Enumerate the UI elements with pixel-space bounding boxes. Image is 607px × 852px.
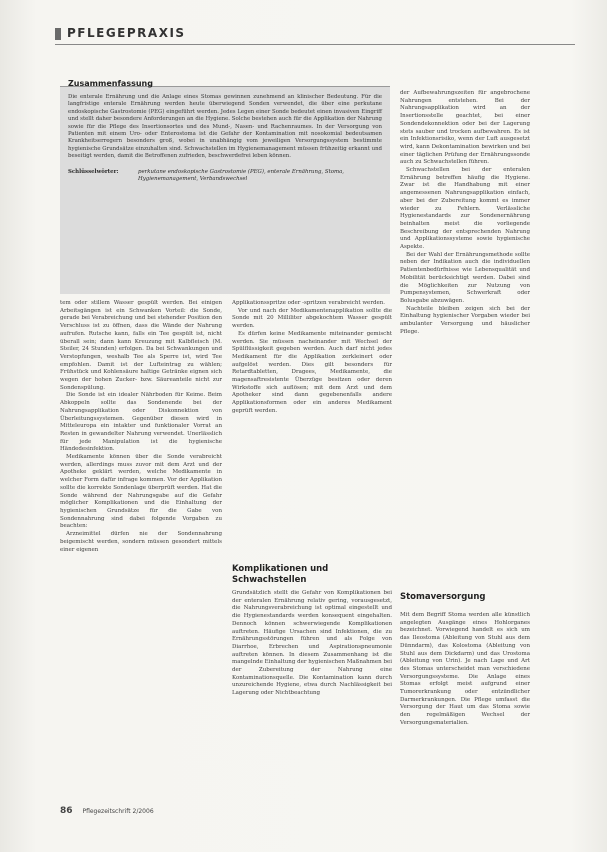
paragraph: Arzneimittel dürfen nie der Sondennahrung beigemischt werden, sondern müssen gesondert mittels einer eigenen <box>60 531 222 553</box>
section-marker-icon <box>55 28 61 40</box>
paragraph: Nachteile bleiben zeigen sich bei der Einhaltung hygienischer Vorgaben wieder bei ambulanter Versorgung und häuslicher Pflege. <box>400 305 530 335</box>
paragraph: Schwachstellen bei der enteralen Ernährung betreffen häufig die Hygiene. Zwar ist die Handhabung mit einer angemessenen Nahrungsapplikation einfach, aber bei der Zubereitung kommt es immer wieder zu Fehlern. Verlässliche Hygienestandards zur Sondenernährung beinhalten meist die vorliegende Beschreibung der entsprechenden Nahrung und Applikationssysteme sowie hygienische Aspekte. <box>400 167 530 251</box>
section-heading-stomaversorgung: Stomaversorgung <box>400 592 486 602</box>
keywords-value: perkutane endoskopische Gastrostomie (PEG), enterale Ernährung, Stoma, Hygienemanagement, Verbandswechsel <box>138 168 345 183</box>
section-heading-komplikationen: Komplikationen und Schwachstellen <box>232 564 329 585</box>
column-middle-lower <box>232 590 392 698</box>
keywords-label: Schlüsselwörter: <box>68 168 119 175</box>
abstract-text: Die enterale Ernährung und die Anlage eines Stomas gewinnen zunehmend an klinischer Bedeutung. Für die langfristige enterale Ernährung werden heute überwiegend Sonden verwendet, die über eine perkutane endoskopische Gastrostomie (PEG) eingeführt werden. Jedes Legen einer Sonde bedeutet einen invasiven Eingriff und stellt daher besondere Anforderungen an die Hygiene. Solche bestehen auch für die Applikation der Nahrung sowie für die Pflege des Insertionsortes und des Mund-, Nasen- und Rachenraumes. In der Versorgung von Patienten mit einem Uro- oder Enterostoma ist die Gefahr der Kontamination mit nosokomial bedeutsamen Krankheitserregern besonders groß, wobei in unabhängig vom jeweiligen Versorgungssystem bestimmte hygienische Grundsätze einzuhalten sind. Schwachstellen im Hygienemanagement müssen frühzeitig erkannt und beseitigt werden, damit die Betroffenen zufrieden, beschwerdefrei leben können. <box>68 94 382 160</box>
paragraph: Die Sonde ist ein idealer Nährboden für Keime. Beim Abkoppeln sollte das Sondenende bei der Nahrungsapplikation oder Diskonnektion von Überleitungssystemen. Gegenüber diesen wird in Mitteleuropa ein intakter und funktionaler Vorrat an Resten in gewandelter Nahrung verwendet. Unerlässlich für jede Manipulation ist die hygienische Händedesinfektion. <box>60 392 222 453</box>
abstract-heading: Zusammenfassung <box>68 79 153 88</box>
paragraph: Mit dem Begriff Stoma werden alle künstlich angelegten Ausgänge eines Hohlorganes bezeichnet. Vorwiegend handelt es sich um das Ileostoma (Ableitung von Stuhl aus dem Dünndarm), das Kolostoma (Ableitung von Stuhl aus dem Dickdarm) und das Urostoma (Ableitung von Urin). Je nach Lage und Art des Stomas unterscheidet man verschiedene Versorgungssysteme. Die Anlage eines Stomas erfolgt meist aufgrund einer Tumorerkrankung oder entzündlicher Darmerkrankungen. Die Pflege umfasst die Versorgung der Haut um das Stoma sowie den regelmäßigen Wechsel der Versorgungsmaterialien. <box>400 612 530 726</box>
keywords <box>68 169 382 184</box>
header-divider <box>55 44 575 45</box>
paragraph: Vor und nach der Medikamentenapplikation sollte die Sonde mit 20 Milliliter abgekochtem Wasser gespült werden. <box>232 307 392 330</box>
abstract-box <box>60 79 390 294</box>
column-middle <box>232 300 392 416</box>
page-footer <box>60 806 540 816</box>
paragraph: Applikationsspritze oder -spritzen verabreicht werden. <box>232 300 386 306</box>
paragraph: Bei der Wahl der Ernährungsmethode sollte neben der Indikation auch die individuellen Patientenbedürfnisse wie Lebensqualität und Mobilität berücksichtigt werden. Dabei sind die Möglichkeiten zur Nutzung von Pumpensystemen, Schwerkraft oder Bolusgabe abzuwägen. <box>400 251 530 304</box>
paragraph: der Aufbewahrungszeiten für angebrochene Nahrungen entstehen. Bei der Nahrungsapplikation wird an der Insertionsstelle geachtet, bei einer Sondendekonnektion oder bei der Lagerung stets sauber und trocken aufbewahren. Es ist ein Infektionsrisiko, wenn der Luft ausgesetzt wird, kann Dekontamination bewirken und bei einer täglichen Prüfung der Ernährungssonde auch zu Schwachstellen führen. <box>400 90 530 166</box>
paragraph: Es dürfen keine Medikamente miteinander gemischt werden. Sie müssen nacheinander mit Wechsel der Spülflüssigkeit gegeben werden. Auch darf nicht jedes Medikament für die Applikation zerkleinert oder aufgelöst werden. Dies gilt besonders für Retardtabletten, Dragees, Medikamente, die magensaftresistente Überzüge besitzen oder deren Wirkstoffe sich auflösen; mit dem Arzt und dem Apotheker sind dann gegebenenfalls andere Applikationsformen oder ein anderes Medikament geprüft werden. <box>232 330 392 414</box>
page-header <box>55 26 575 44</box>
section-title: PFLEGEPRAXIS <box>67 26 186 40</box>
column-left <box>60 300 222 554</box>
journal-citation: Pflegezeitschrift 2/2006 <box>82 808 154 815</box>
column-right-lower <box>400 612 530 728</box>
paragraph: tem oder stillem Wasser gespült werden. Bei einigen Arbeitsgängen ist ein Schwanken Vorteil: die Sonde, gerade bei Verabreichung und bei stehender Position den Verschluss ist zu öffnen, dass die Wände der Nahrung aufrufen. Rutsche kann, falls ein Tee gespült ist, nicht überall sein; dann kann Kreuzung mit Kalbfleisch (M. Steiler, 24 Stunden) erfolgen. Da bei Schwankungen und Verstopfungen, weshalb Tee als Sperre ist, wird Tee empfohlen. Damit ist der Lufteintrag zu wählen; Frühstück und Kohlensäure haltige Getränke eignen sich wegen der hohen Zucker- bzw. Säureanteile nicht zur Sondenspülung. <box>60 300 222 391</box>
paragraph: Grundsätzlich stellt die Gefahr von Komplikationen bei der enteralen Ernährung relativ gering, vorausgesetzt, die Nahrungsverabreichung ist optimal eingestellt und die Hygienestandards werden konsequent eingehalten. Dennoch können schwerwiegende Komplikationen auftreten. Häufige Ursachen sind Infektionen, die zu Ernährungsstörungen führen und als Folge von Diarrhoe, Erbrechen und Aspirationspneumonie auftreten können. In diesem Zusammenhang ist die mangelnde Einhaltung der hygienischen Maßnahmen bei der Zubereitung der Nahrung eine Kontaminationsquelle. Die Kontamination kann durch unzureichende Hygiene, etwa durch Nachlässigkeit bei Lagerung oder Nichtbeachtung <box>232 590 392 697</box>
column-right-top <box>400 90 530 337</box>
paragraph: Medikamente können über die Sonde verabreicht werden, allerdings muss zuvor mit dem Arzt und der Apotheke geklärt werden, welche Medikamente in welcher Form dafür infrage kommen. Vor der Applikation sollte die korrekte Sondenlage überprüft werden. Hat die Sonde während der Nahrungsgabe auf die Gefahr möglicher Komplikationen und die Einhaltung der hygienischen Grundsätze für die Gabe von Sondennahrung sind dabei folgende Vorgaben zu beachten: <box>60 454 222 530</box>
page-number: 86 <box>60 806 73 816</box>
